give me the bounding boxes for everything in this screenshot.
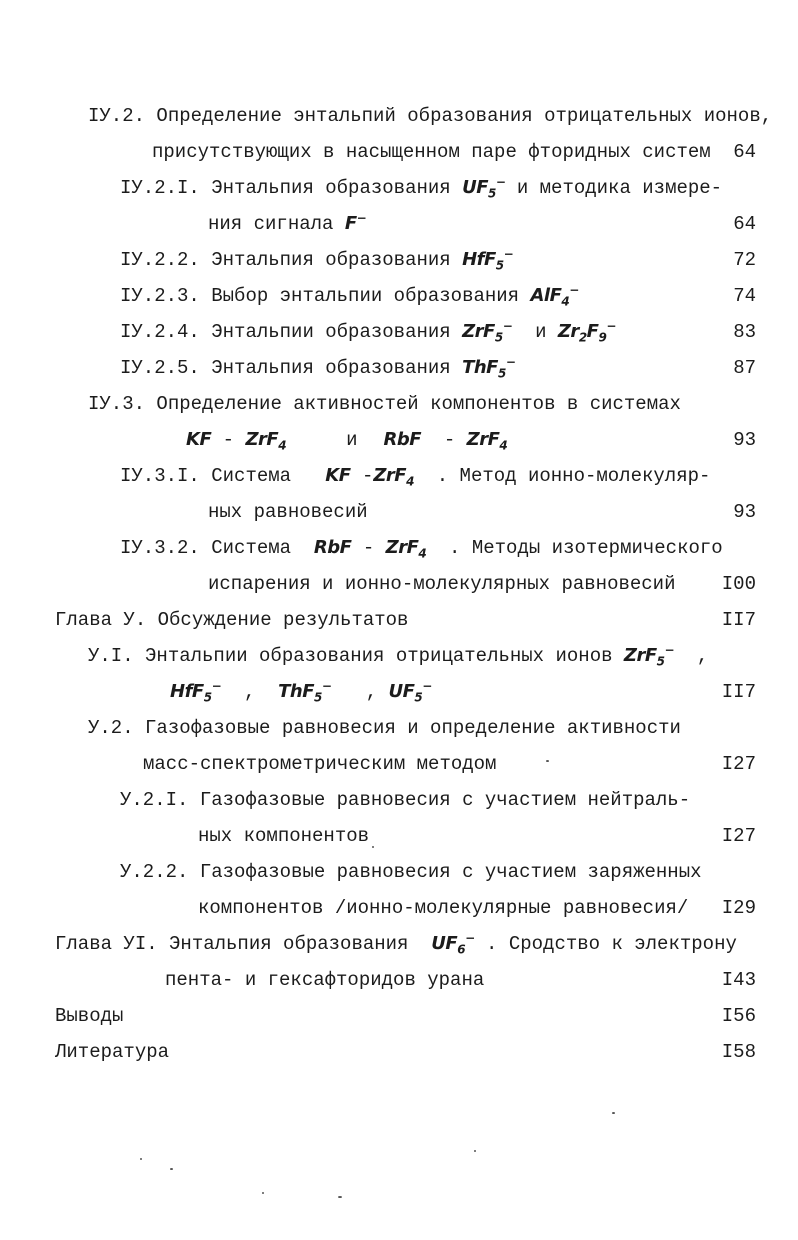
- scan-speck: [140, 1158, 142, 1160]
- section-title: компонентов /ионно-молекулярные равновесия/: [198, 897, 689, 919]
- formula-thf5-anion: ThF$_5$−: [278, 679, 332, 705]
- toc-entry-iv-2-1: [120, 176, 722, 200]
- section-number: IУ.2.: [88, 105, 146, 127]
- formula-kf: KF: [325, 465, 351, 486]
- chapter-title: . Сродство к электрону: [486, 933, 737, 955]
- section-title: . Метод ионно-молекуляр-: [436, 465, 711, 487]
- page-number: II7: [721, 609, 756, 631]
- section-title: Газофазовые равновесия с участием заряженных: [199, 861, 702, 883]
- toc-entry-iv-2-3: [120, 284, 579, 308]
- section-title: Энтальпии образования отрицательных ионов: [145, 645, 613, 667]
- page-number: 93: [733, 429, 756, 451]
- scan-speck: [372, 846, 374, 848]
- formula-uf5-anion: $UF_5^-$: [462, 175, 506, 201]
- toc-entry-iv-2: [88, 104, 772, 128]
- page-number: 72: [733, 249, 756, 271]
- section-number: IУ.2.5.: [120, 357, 200, 379]
- formula-zrf4: ZrF$_4$: [373, 465, 414, 489]
- section-number: IУ.3.2.: [120, 537, 200, 559]
- page-number: 83: [733, 321, 756, 343]
- section-number: IУ.2.I.: [120, 177, 200, 199]
- page-number: I00: [721, 573, 756, 595]
- toc-entry-chapter-vi: [55, 932, 737, 956]
- page-number: I29: [721, 897, 756, 919]
- section-title: Газофазовые равновесия и определение активности: [145, 717, 681, 739]
- toc-entry-v-2-1: [120, 788, 690, 812]
- formula-alf4-anion: AlF$_4$−: [530, 283, 579, 309]
- formula-thf5-anion: ThF$_5$−: [462, 355, 516, 381]
- toc-entry-v-2-1-cont: [198, 824, 369, 848]
- page-number: 64: [733, 213, 756, 235]
- page-number: 87: [733, 357, 756, 379]
- toc-entry-chapter-v: [55, 608, 408, 632]
- toc-entry-v-1: У.I. Энтальпии образования отрицательных ионов ZrF$_5$− ,: [88, 643, 709, 669]
- toc-entry-iv-2-5: [120, 356, 515, 380]
- section-title: и методика измере-: [516, 177, 723, 199]
- formula-rbf: RbF: [313, 537, 352, 558]
- page-number: I58: [721, 1041, 756, 1063]
- toc-entry-iv-3-1-cont: [208, 500, 368, 524]
- toc-entry-iv-2-2: [120, 248, 513, 272]
- section-title: Определение энтальпий образования отрицательных ионов,: [156, 105, 773, 127]
- page-number: I27: [721, 753, 756, 775]
- page-number: 93: [733, 501, 756, 523]
- section-title: Энтальпии образования: [211, 321, 451, 343]
- chapter-title: Выводы: [55, 1005, 124, 1027]
- toc-entry-iv-2-4: [120, 320, 616, 344]
- scan-speck: [474, 1150, 476, 1152]
- section-number: У.2.I.: [120, 789, 189, 811]
- section-title: испарения и ионно-молекулярных равновесий: [208, 573, 676, 595]
- section-number: У.2.2.: [120, 861, 189, 883]
- toc-entry-iv-3-cont: KF - ZrF$_4$ и RbF - ZrF$_4$: [186, 429, 508, 453]
- formula-zrf4: ZrF$_4$: [385, 537, 427, 561]
- toc-entry-v-2-cont: [143, 752, 496, 776]
- toc-entry-v-2-2: [120, 860, 702, 884]
- section-title: . Методы изотермического: [449, 537, 723, 559]
- conjunction: и: [535, 321, 547, 343]
- section-title: Система: [211, 465, 292, 487]
- toc-entry-iv-2-1-cont: [208, 212, 366, 236]
- page-number: I56: [721, 1005, 756, 1027]
- formula-kf: KF: [186, 429, 212, 450]
- conjunction: и: [346, 429, 358, 451]
- page-number: II7: [721, 681, 756, 703]
- section-number: IУ.3.: [88, 393, 146, 415]
- section-title: Определение активностей компонентов в системах: [156, 393, 681, 415]
- section-title: Энтальпия образования: [211, 177, 451, 199]
- toc-entry-iv-3-1: IУ.3.I. Система KF -ZrF$_4$ . Метод ионно-молекуляр-: [120, 465, 711, 489]
- toc-entry-v-1-cont: HfF$_5$− , ThF$_5$− , $UF_5^-$: [170, 679, 432, 705]
- toc-entry-conclusions: [55, 1004, 123, 1028]
- toc-entry-v-2: [88, 716, 681, 740]
- section-title: Газофазовые равновесия с участием нейтраль-: [199, 789, 691, 811]
- toc-entry-iv-3: [88, 392, 681, 416]
- chapter-title: Глава УI. Энтальпия образования: [55, 933, 409, 955]
- chapter-title: Литература: [55, 1041, 170, 1063]
- section-number: IУ.2.4.: [120, 321, 200, 343]
- page-number: 74: [733, 285, 756, 307]
- formula-zrf4: ZrF$_4$: [245, 429, 287, 453]
- page-number: I27: [721, 825, 756, 847]
- section-title: масс-спектрометрическим методом: [143, 753, 497, 775]
- toc-entry-iv-3-2-cont: [208, 572, 675, 596]
- toc-entry-chapter-vi-cont: [165, 968, 484, 992]
- chapter-title: Глава У. Обсуждение результатов: [55, 609, 409, 631]
- section-number: IУ.2.2.: [120, 249, 200, 271]
- toc-entry-v-2-2-cont: [198, 896, 688, 920]
- formula-hff5-anion: HfF$_5$−: [462, 247, 514, 273]
- section-title: Выбор энтальпии образования: [211, 285, 520, 307]
- scan-speck: [546, 760, 549, 762]
- scan-speck: [612, 1112, 615, 1114]
- toc-entry-references: [55, 1040, 169, 1064]
- formula-zrf4: ZrF$_4$: [466, 429, 508, 453]
- section-title: ния сигнала: [208, 213, 334, 235]
- section-number: IУ.3.I.: [120, 465, 200, 487]
- formula-uf6-anion: $UF_6^-$: [431, 931, 475, 957]
- toc-entry-iv-2-cont: [152, 140, 711, 164]
- section-title: Система: [211, 537, 292, 559]
- section-number: У.I.: [88, 645, 134, 667]
- section-title: Энтальпия образования: [211, 249, 451, 271]
- scan-speck: [338, 1196, 342, 1198]
- formula-zrf5-anion: ZrF$_5$−: [623, 643, 675, 669]
- section-title: ных компонентов: [198, 825, 370, 847]
- formula-rbf: RbF: [383, 429, 422, 450]
- chapter-title: пента- и гексафторидов урана: [165, 969, 485, 991]
- section-number: У.2.: [88, 717, 134, 739]
- toc-entry-iv-3-2: IУ.3.2. Система RbF - ZrF$_4$ . Методы изотермического: [120, 537, 723, 561]
- formula-zr2f9-anion: $Zr_2F_9^-$: [557, 319, 616, 345]
- section-number: IУ.2.3.: [120, 285, 200, 307]
- section-title: Энтальпия образования: [211, 357, 451, 379]
- section-title: присутствующих в насыщенном паре фторидных систем: [152, 141, 711, 163]
- formula-hff5-anion: HfF$_5$−: [170, 679, 222, 705]
- formula-zrf5-anion: ZrF$_5$−: [462, 319, 513, 345]
- scan-speck: [170, 1168, 173, 1170]
- scan-speck: [262, 1192, 264, 1194]
- page-number: I43: [721, 969, 756, 991]
- section-title: ных равновесий: [208, 501, 368, 523]
- formula-f-anion: F−: [344, 211, 367, 234]
- formula-uf5-anion: $UF_5^-$: [388, 679, 432, 705]
- page-number: 64: [733, 141, 756, 163]
